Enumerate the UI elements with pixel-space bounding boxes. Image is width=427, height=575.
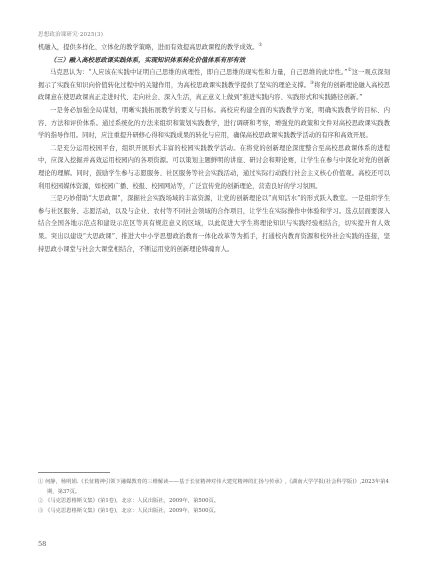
paragraph-text: 马克思认为：“人应该在实践中证明自己思维的真理性，即自己思维的现实性和力量，自己思维的此岸性。” xyxy=(50,69,348,77)
article-body xyxy=(38,42,390,256)
footnote-1: ① 何静，杨明娟.《长征精神引领下融媒教育的三维解读——基于长征精神对伟大建党精神的汇扬与传承》,《湖南大学学报(社会科学版)》,2023年第4期，第37页。 xyxy=(38,479,389,495)
footnote-marker: ① xyxy=(258,42,263,48)
paragraph-continued xyxy=(38,42,390,55)
footnote-3: ③ 《马克思恩格斯文集》(第1卷)，北京：人民出版社，2009年，第500页。 xyxy=(38,507,220,514)
paragraph-point-two: 二是充分运用校园平台，组织开展形式丰富的校园实践教学活动。在将党的创新理论深度整合至高校思政课体系的进程中，应深入挖掘并高效运用校园内的各项资源。可以策划主题鲜明的讲座、研讨会和辩论赛，让学生在参与中深化对党的创新理论的理解。同时，鼓励学生参与志愿服务、社区服务等社会实践活动，通过实际行动践行社会主义核心价值观。高校还可以利用校园媒体资源，如校园广播、校报、校园网站等，广泛宣传党的创新理论，营造良好的学习氛围。 xyxy=(38,144,390,190)
footnote-divider xyxy=(38,472,110,473)
paragraph-point-three xyxy=(38,193,390,256)
paragraph-text: 三是巧妙借助“大思政课”，深掘社会实践场域的丰富资源，让党的创新理论以“真知活水”的形式跃入教室。一是组织学生参与社区服务、志愿活动，以及与企业、农村等不同社会领域的合作项目，让学生在实际操作中体验和学习。选点层面要深入结合全国各地示范点和建设示范区等具有规范意义的区域，以此促进大学生将理论知识与实践经验相结合，切实提升育人效果。突出以建设“大思政课”、推进大中小学思想政治教育一体化改革等为抓手，打通校内教育资源和校外社会实践的连接，坚持思政小课堂与社会大课堂相结合，不断运用党的创新理论铸魂育人。 xyxy=(38,195,390,253)
paragraph-point-one: 一是务必加强全局谋划，明晰实践拓展教学的要义与目标。高校应构建全面的实践教学方案，明确实践教学的目标、内容、方法和评价体系。通过系统化的方法来组织和策划实践教学，进行调研和考察，增强党的政策和文件对高校思政课实践教学的指导作用。同时，应注重提升研修心得和实践成果的转化与应用，确保高校思政课实践教学活动的有序和高效开展。 xyxy=(38,106,390,140)
paragraph-text: 机融入，提供多样化、立体化的教学策略，进而有效提高思政课程的教学成效。 xyxy=(38,44,259,51)
running-header: 思想政治课研究·2025(3) xyxy=(38,32,104,38)
footnote-marker: ② xyxy=(347,68,352,74)
paragraph-marx-quote xyxy=(38,67,390,105)
footnotes xyxy=(38,478,390,516)
section-heading: （三）融入高校思政课实践体系，实现知识体系转化价值体系有形有效 xyxy=(50,56,246,64)
paragraph-text: 这一观点深刻揭示了实践在知识向价值转化过程中的关键作用，为高校思政课实践教学提供了坚实的理论支撑。 xyxy=(38,69,390,89)
paragraph-text: 将党的创新理论融入高校思政课意在使思政课真正走进时代、走向社会、深入生活，真正意义上做到“推进实践内容、实践形式和实践路径创新。” xyxy=(38,81,391,102)
footnote-marker: ③ xyxy=(310,80,315,86)
footnote-2: ② 《马克思恩格斯文集》(第1卷)，北京：人民出版社，2009年，第500页。 xyxy=(38,498,220,504)
page-number: 58 xyxy=(38,540,47,548)
